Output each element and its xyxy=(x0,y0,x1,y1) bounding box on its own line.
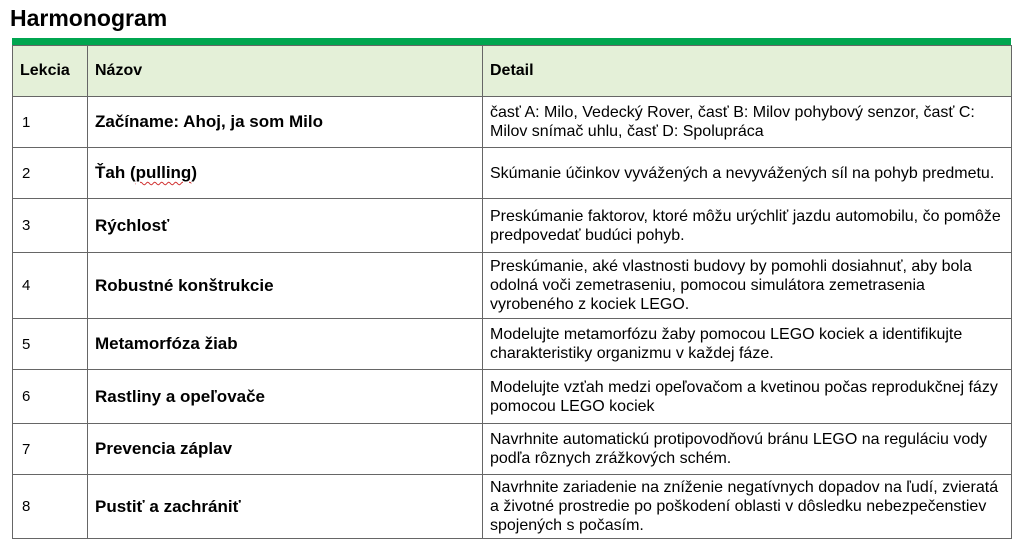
schedule-table xyxy=(12,45,1012,539)
lesson-name-suffix: ) xyxy=(191,163,197,182)
lesson-number: 4 xyxy=(13,253,88,319)
lesson-number: 3 xyxy=(13,199,88,253)
lesson-number: 7 xyxy=(13,424,88,475)
table-row xyxy=(13,319,1012,370)
lesson-detail: časť A: Milo, Vedecký Rover, časť B: Milov pohybový senzor, časť C: Milov snímač uhlu, časť D: Spolupráca xyxy=(483,97,1012,148)
header-name: Názov xyxy=(88,46,483,97)
lesson-number: 5 xyxy=(13,319,88,370)
lesson-number: 2 xyxy=(13,148,88,199)
lesson-name-prefix: Ťah ( xyxy=(95,163,136,182)
title-rule xyxy=(12,38,1011,45)
lesson-name: Rastliny a opeľovače xyxy=(88,370,483,424)
lesson-name: Metamorfóza žiab xyxy=(88,319,483,370)
table-header-row xyxy=(13,46,1012,97)
lesson-detail: Modelujte metamorfózu žaby pomocou LEGO kociek a identifikujte charakteristiky organizmu v každej fáze. xyxy=(483,319,1012,370)
lesson-detail: Navrhnite automatickú protipovodňovú bránu LEGO na reguláciu vody podľa rôznych zrážkových schém. xyxy=(483,424,1012,475)
lesson-name: Prevencia záplav xyxy=(88,424,483,475)
table-row xyxy=(13,199,1012,253)
lesson-name: Robustné konštrukcie xyxy=(88,253,483,319)
lesson-detail: Skúmanie účinkov vyvážených a nevyvážených síl na pohyb predmetu. xyxy=(483,148,1012,199)
lesson-detail: Preskúmanie, aké vlastnosti budovy by pomohli dosiahnuť, aby bola odolná voči zemetraseniu, pomocou simulátora zemetrasenia vyrobeného z kociek LEGO. xyxy=(483,253,1012,319)
lesson-name: Rýchlosť xyxy=(88,199,483,253)
lesson-number: 1 xyxy=(13,97,88,148)
table-row xyxy=(13,148,1012,199)
lesson-detail: Modelujte vzťah medzi opeľovačom a kvetinou počas reprodukčnej fázy pomocou LEGO kociek xyxy=(483,370,1012,424)
table-row xyxy=(13,97,1012,148)
lesson-number: 8 xyxy=(13,475,88,539)
page-title: Harmonogram xyxy=(10,5,168,31)
table-row xyxy=(13,253,1012,319)
lesson-detail: Navrhnite zariadenie na zníženie negatívnych dopadov na ľudí, zvieratá a životné prostredie po poškodení oblasti v dôsledku nebezpečenstiev spojených s počasím. xyxy=(483,475,1012,539)
header-detail: Detail xyxy=(483,46,1012,97)
table-row xyxy=(13,370,1012,424)
lesson-detail: Preskúmanie faktorov, ktoré môžu urýchliť jazdu automobilu, čo pomôže predpovedať budúci pohyb. xyxy=(483,199,1012,253)
lesson-name: Začíname: Ahoj, ja som Milo xyxy=(88,97,483,148)
lesson-name xyxy=(88,148,483,199)
spellcheck-flagged-word: pulling xyxy=(135,163,192,182)
table-row xyxy=(13,475,1012,539)
header-lesson: Lekcia xyxy=(13,46,88,97)
table-row xyxy=(13,424,1012,475)
lesson-name: Pustiť a zachrániť xyxy=(88,475,483,539)
lesson-number: 6 xyxy=(13,370,88,424)
